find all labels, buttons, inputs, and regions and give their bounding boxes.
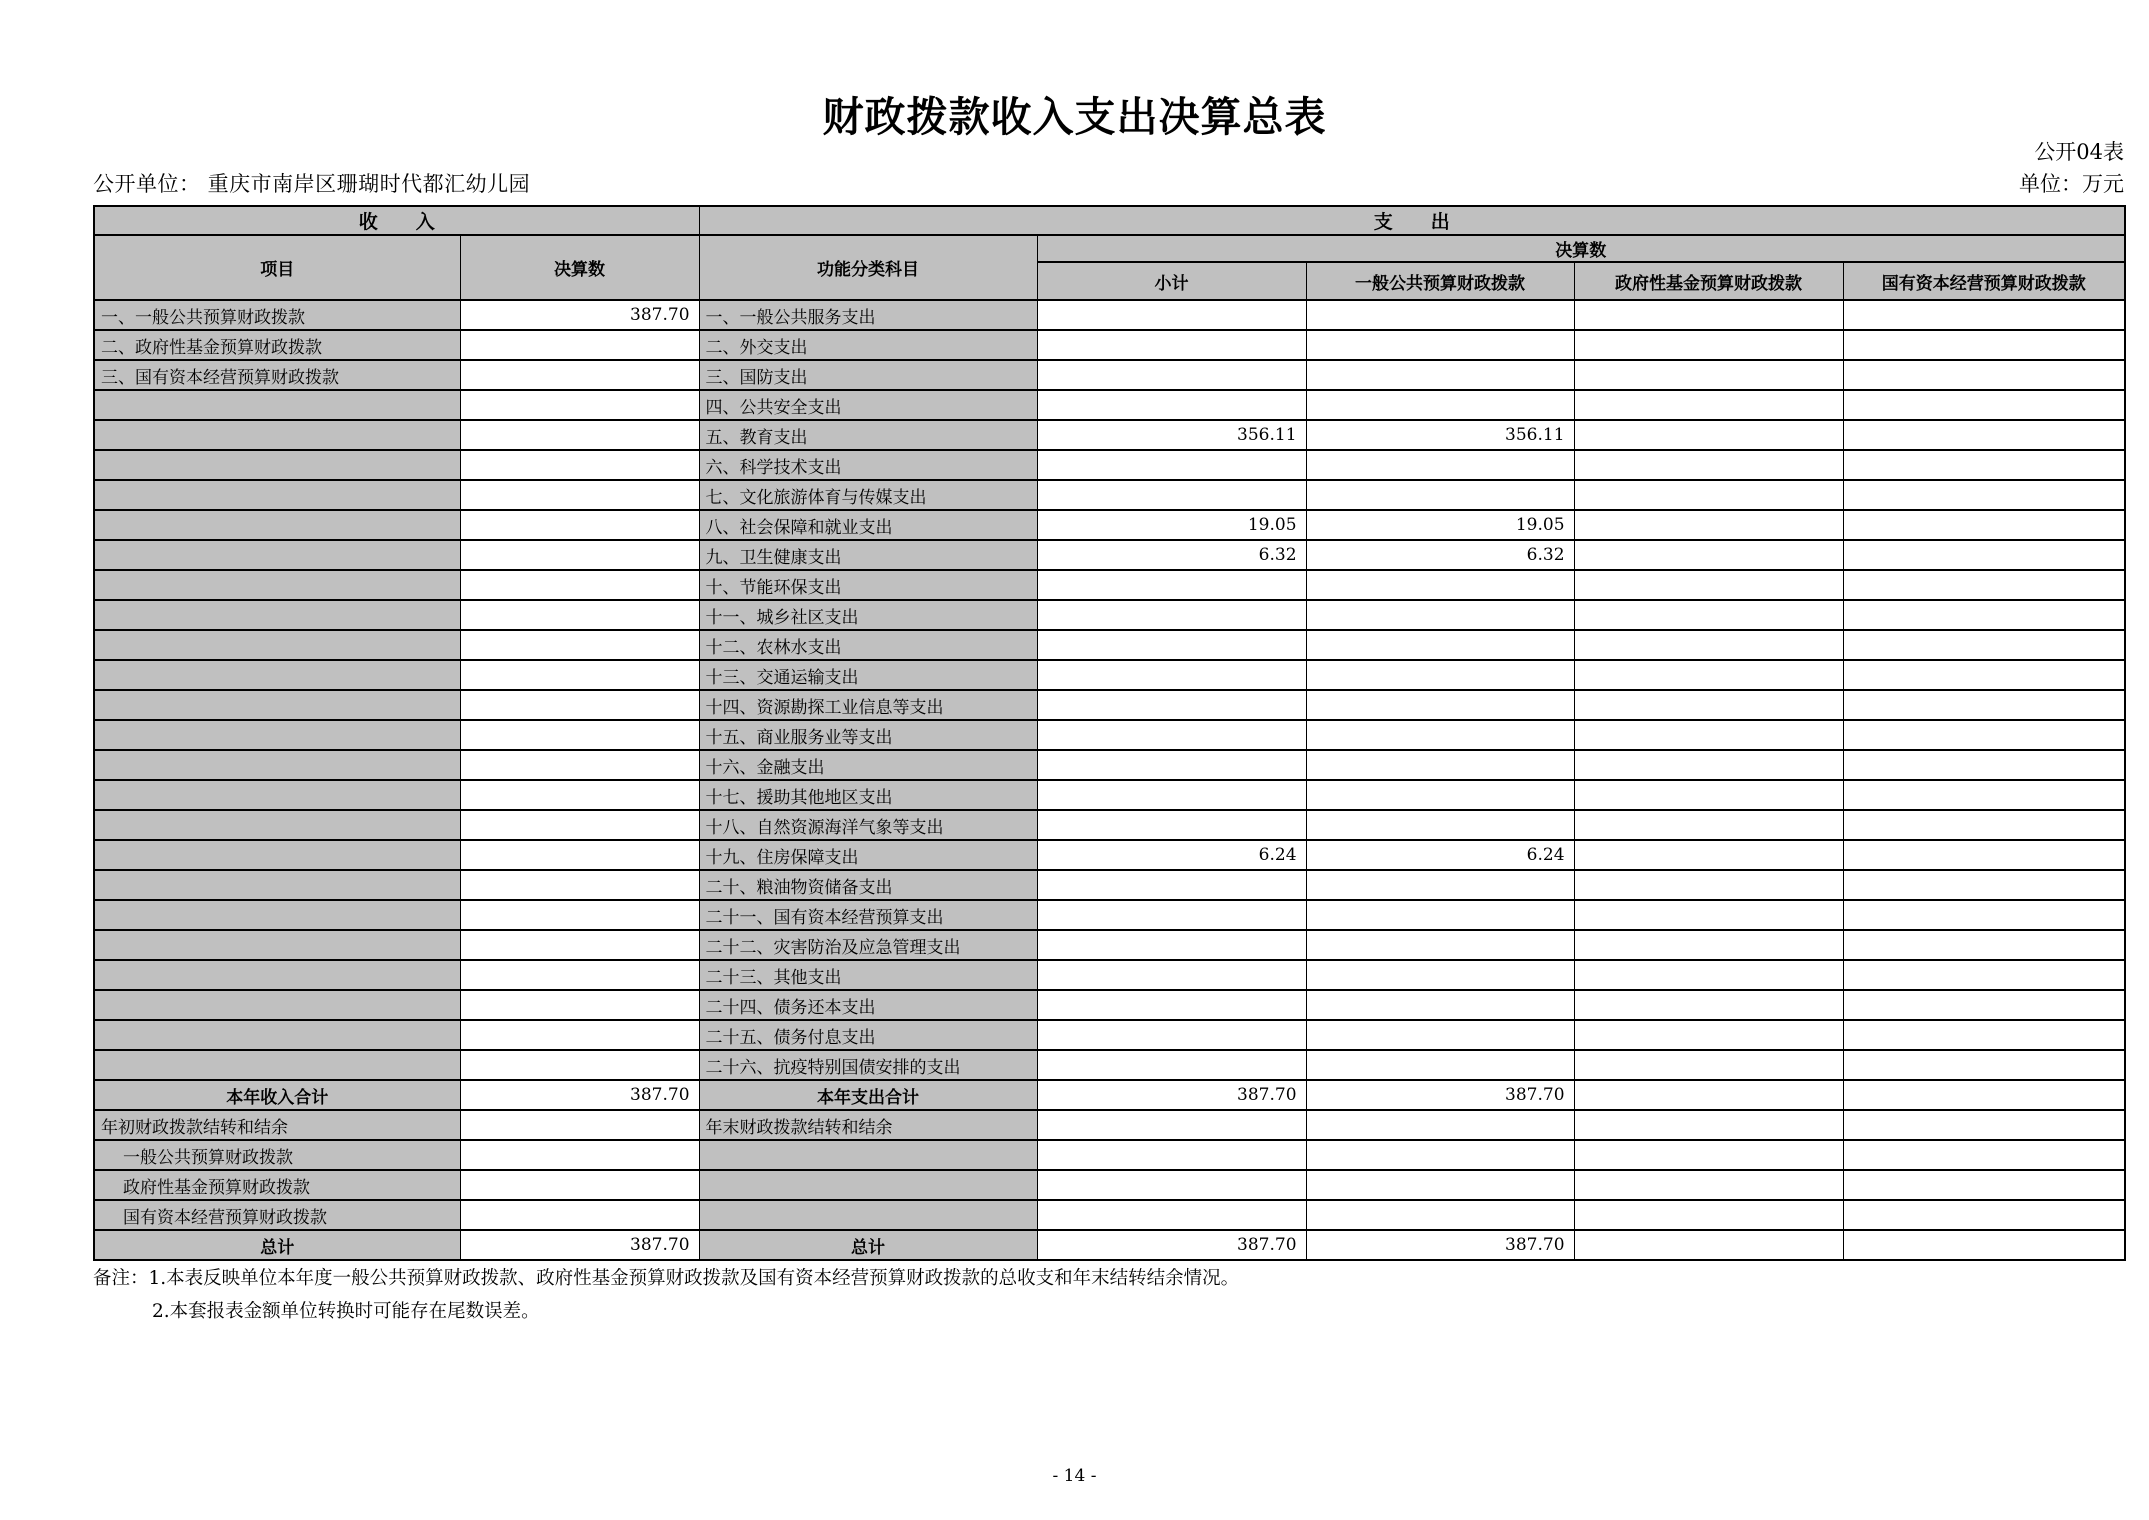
subtotal-value-cell	[1037, 1110, 1306, 1140]
expenditure-item-cell: 年末财政拨款结转和结余	[699, 1110, 1037, 1140]
income-value-cell	[460, 1140, 699, 1170]
expenditure-item-cell: 二十六、抗疫特别国债安排的支出	[699, 1050, 1037, 1080]
column-header-functional-category: 功能分类科目	[699, 235, 1037, 300]
table-row	[94, 1230, 2125, 1260]
general-budget-value-cell	[1306, 1200, 1574, 1230]
expenditure-item-cell: 十三、交通运输支出	[699, 660, 1037, 690]
income-value-cell	[460, 1200, 699, 1230]
general-budget-value-cell	[1306, 720, 1574, 750]
subtotal-value-cell	[1037, 480, 1306, 510]
state-capital-value-cell	[1843, 750, 2125, 780]
table-row	[94, 360, 2125, 390]
income-section-header: 收 入	[94, 206, 699, 235]
subtotal-value-cell	[1037, 960, 1306, 990]
table-row	[94, 990, 2125, 1020]
expenditure-item-cell: 二十五、债务付息支出	[699, 1020, 1037, 1050]
general-budget-value-cell	[1306, 750, 1574, 780]
general-budget-value-cell	[1306, 1140, 1574, 1170]
income-item-cell	[94, 900, 460, 930]
gov-fund-value-cell	[1574, 1020, 1843, 1050]
general-budget-value-cell	[1306, 300, 1574, 330]
table-row	[94, 840, 2125, 870]
subtotal-value-cell	[1037, 1200, 1306, 1230]
income-item-cell	[94, 870, 460, 900]
general-budget-value-cell	[1306, 390, 1574, 420]
table-row	[94, 1020, 2125, 1050]
subtotal-value-cell	[1037, 810, 1306, 840]
income-item-cell	[94, 960, 460, 990]
state-capital-value-cell	[1843, 630, 2125, 660]
general-budget-value-cell	[1306, 810, 1574, 840]
income-item-cell	[94, 1020, 460, 1050]
table-row	[94, 540, 2125, 570]
gov-fund-value-cell	[1574, 330, 1843, 360]
table-row	[94, 300, 2125, 330]
income-item-cell	[94, 450, 460, 480]
income-item-cell	[94, 750, 460, 780]
income-value-cell	[460, 1110, 699, 1140]
header-row-sections	[94, 206, 2125, 235]
gov-fund-value-cell	[1574, 960, 1843, 990]
form-number: 公开04表	[2034, 140, 2124, 164]
income-item-cell	[94, 600, 460, 630]
subtotal-value-cell	[1037, 1020, 1306, 1050]
gov-fund-value-cell	[1574, 1110, 1843, 1140]
state-capital-value-cell	[1843, 480, 2125, 510]
general-budget-value-cell	[1306, 960, 1574, 990]
income-value-cell: 387.70	[460, 1080, 699, 1110]
general-budget-value-cell	[1306, 1110, 1574, 1140]
column-header-general-budget: 一般公共预算财政拨款	[1306, 262, 1574, 300]
general-budget-value-cell	[1306, 1020, 1574, 1050]
subtotal-value-cell: 387.70	[1037, 1080, 1306, 1110]
footnotes	[93, 1262, 1239, 1328]
general-budget-value-cell	[1306, 990, 1574, 1020]
income-item-cell	[94, 930, 460, 960]
income-value-cell	[460, 720, 699, 750]
expenditure-item-cell: 总计	[699, 1230, 1037, 1260]
gov-fund-value-cell	[1574, 930, 1843, 960]
subtotal-value-cell	[1037, 600, 1306, 630]
column-header-item: 项目	[94, 235, 460, 300]
state-capital-value-cell	[1843, 600, 2125, 630]
state-capital-value-cell	[1843, 1140, 2125, 1170]
expenditure-item-cell	[699, 1140, 1037, 1170]
income-item-cell	[94, 420, 460, 450]
publishing-unit: 公开单位： 重庆市南岸区珊瑚时代都汇幼儿园	[93, 172, 531, 196]
income-item-cell	[94, 780, 460, 810]
expenditure-item-cell: 二十二、灾害防治及应急管理支出	[699, 930, 1037, 960]
subtotal-value-cell	[1037, 1140, 1306, 1170]
gov-fund-value-cell	[1574, 360, 1843, 390]
state-capital-value-cell	[1843, 1050, 2125, 1080]
general-budget-value-cell: 356.11	[1306, 420, 1574, 450]
gov-fund-value-cell	[1574, 570, 1843, 600]
income-item-cell: 总计	[94, 1230, 460, 1260]
general-budget-value-cell	[1306, 870, 1574, 900]
table-row	[94, 330, 2125, 360]
general-budget-value-cell: 387.70	[1306, 1230, 1574, 1260]
general-budget-value-cell: 6.24	[1306, 840, 1574, 870]
general-budget-value-cell: 6.32	[1306, 540, 1574, 570]
income-item-cell	[94, 690, 460, 720]
table-row	[94, 510, 2125, 540]
income-item-cell	[94, 1050, 460, 1080]
state-capital-value-cell	[1843, 870, 2125, 900]
table-row	[94, 900, 2125, 930]
expenditure-item-cell: 八、社会保障和就业支出	[699, 510, 1037, 540]
footnote-1: 备注：1.本表反映单位本年度一般公共预算财政拨款、政府性基金预算财政拨款及国有资本经营预算财政拨款的总收支和年末结转结余情况。	[93, 1268, 1240, 1289]
gov-fund-value-cell	[1574, 720, 1843, 750]
table-row	[94, 780, 2125, 810]
table-row	[94, 690, 2125, 720]
state-capital-value-cell	[1843, 660, 2125, 690]
table-row	[94, 660, 2125, 690]
general-budget-value-cell	[1306, 1050, 1574, 1080]
gov-fund-value-cell	[1574, 810, 1843, 840]
column-header-final-accounts: 决算数	[460, 235, 699, 300]
page-number: - 14 -	[1052, 1466, 1097, 1486]
expenditure-item-cell	[699, 1170, 1037, 1200]
expenditure-item-cell: 五、教育支出	[699, 420, 1037, 450]
income-item-cell: 政府性基金预算财政拨款	[94, 1170, 460, 1200]
fiscal-appropriation-table	[93, 205, 2126, 1261]
state-capital-value-cell	[1843, 360, 2125, 390]
table-row	[94, 1080, 2125, 1110]
expenditure-item-cell: 九、卫生健康支出	[699, 540, 1037, 570]
table-row	[94, 420, 2125, 450]
expenditure-item-cell: 三、国防支出	[699, 360, 1037, 390]
expenditure-item-cell: 二十三、其他支出	[699, 960, 1037, 990]
table-row	[94, 870, 2125, 900]
table-row	[94, 450, 2125, 480]
subtotal-value-cell: 6.24	[1037, 840, 1306, 870]
gov-fund-value-cell	[1574, 750, 1843, 780]
expenditure-item-cell: 二十、粮油物资储备支出	[699, 870, 1037, 900]
expenditure-item-cell: 本年支出合计	[699, 1080, 1037, 1110]
income-item-cell	[94, 390, 460, 420]
general-budget-value-cell	[1306, 480, 1574, 510]
state-capital-value-cell	[1843, 390, 2125, 420]
state-capital-value-cell	[1843, 510, 2125, 540]
income-item-cell	[94, 480, 460, 510]
expenditure-item-cell: 二、外交支出	[699, 330, 1037, 360]
income-item-cell: 三、国有资本经营预算财政拨款	[94, 360, 460, 390]
subtotal-value-cell	[1037, 330, 1306, 360]
table-row	[94, 390, 2125, 420]
table-row	[94, 630, 2125, 660]
income-item-cell: 一般公共预算财政拨款	[94, 1140, 460, 1170]
gov-fund-value-cell	[1574, 690, 1843, 720]
income-value-cell	[460, 660, 699, 690]
general-budget-value-cell	[1306, 930, 1574, 960]
gov-fund-value-cell	[1574, 900, 1843, 930]
subtotal-value-cell	[1037, 360, 1306, 390]
income-value-cell	[460, 870, 699, 900]
subtotal-value-cell	[1037, 660, 1306, 690]
gov-fund-value-cell	[1574, 1230, 1843, 1260]
subtotal-value-cell	[1037, 900, 1306, 930]
state-capital-value-cell	[1843, 990, 2125, 1020]
column-header-final-accounts-expenditure: 决算数	[1037, 235, 2125, 262]
subtotal-value-cell	[1037, 300, 1306, 330]
table-row	[94, 1200, 2125, 1230]
income-value-cell	[460, 810, 699, 840]
table-row	[94, 750, 2125, 780]
state-capital-value-cell	[1843, 720, 2125, 750]
general-budget-value-cell	[1306, 660, 1574, 690]
income-item-cell	[94, 660, 460, 690]
subtotal-value-cell: 356.11	[1037, 420, 1306, 450]
gov-fund-value-cell	[1574, 840, 1843, 870]
gov-fund-value-cell	[1574, 600, 1843, 630]
table-row	[94, 720, 2125, 750]
general-budget-value-cell	[1306, 600, 1574, 630]
expenditure-item-cell: 十七、援助其他地区支出	[699, 780, 1037, 810]
gov-fund-value-cell	[1574, 540, 1843, 570]
footnote-2: 2.本套报表金额单位转换时可能存在尾数误差。	[152, 1301, 540, 1322]
expenditure-item-cell: 七、文化旅游体育与传媒支出	[699, 480, 1037, 510]
general-budget-value-cell	[1306, 690, 1574, 720]
expenditure-item-cell: 四、公共安全支出	[699, 390, 1037, 420]
state-capital-value-cell	[1843, 540, 2125, 570]
gov-fund-value-cell	[1574, 480, 1843, 510]
income-value-cell	[460, 1170, 699, 1200]
gov-fund-value-cell	[1574, 1140, 1843, 1170]
unit-of-measure: 单位：万元	[2019, 172, 2124, 196]
income-value-cell	[460, 600, 699, 630]
income-value-cell	[460, 510, 699, 540]
general-budget-value-cell	[1306, 900, 1574, 930]
table-row	[94, 960, 2125, 990]
income-value-cell	[460, 750, 699, 780]
subtotal-value-cell	[1037, 780, 1306, 810]
state-capital-value-cell	[1843, 1080, 2125, 1110]
state-capital-value-cell	[1843, 300, 2125, 330]
income-item-cell	[94, 540, 460, 570]
income-item-cell: 一、一般公共预算财政拨款	[94, 300, 460, 330]
subtotal-value-cell	[1037, 450, 1306, 480]
expenditure-item-cell: 十八、自然资源海洋气象等支出	[699, 810, 1037, 840]
income-item-cell: 年初财政拨款结转和结余	[94, 1110, 460, 1140]
income-value-cell	[460, 420, 699, 450]
income-item-cell: 二、政府性基金预算财政拨款	[94, 330, 460, 360]
subtotal-value-cell	[1037, 1050, 1306, 1080]
state-capital-value-cell	[1843, 420, 2125, 450]
gov-fund-value-cell	[1574, 450, 1843, 480]
meta-line	[93, 168, 2124, 198]
expenditure-item-cell	[699, 1200, 1037, 1230]
expenditure-item-cell: 六、科学技术支出	[699, 450, 1037, 480]
gov-fund-value-cell	[1574, 390, 1843, 420]
state-capital-value-cell	[1843, 450, 2125, 480]
income-value-cell: 387.70	[460, 300, 699, 330]
state-capital-value-cell	[1843, 1110, 2125, 1140]
subtotal-value-cell	[1037, 750, 1306, 780]
state-capital-value-cell	[1843, 1170, 2125, 1200]
income-item-cell	[94, 510, 460, 540]
column-header-state-capital-budget: 国有资本经营预算财政拨款	[1843, 262, 2125, 300]
income-value-cell	[460, 480, 699, 510]
income-value-cell	[460, 450, 699, 480]
income-value-cell	[460, 630, 699, 660]
table-row	[94, 810, 2125, 840]
gov-fund-value-cell	[1574, 780, 1843, 810]
header-row-groups	[94, 235, 2125, 262]
general-budget-value-cell	[1306, 780, 1574, 810]
gov-fund-value-cell	[1574, 1200, 1843, 1230]
income-item-cell	[94, 720, 460, 750]
expenditure-item-cell: 十一、城乡社区支出	[699, 600, 1037, 630]
general-budget-value-cell: 19.05	[1306, 510, 1574, 540]
column-header-subtotal: 小计	[1037, 262, 1306, 300]
gov-fund-value-cell	[1574, 510, 1843, 540]
expenditure-item-cell: 二十一、国有资本经营预算支出	[699, 900, 1037, 930]
expenditure-item-cell: 十九、住房保障支出	[699, 840, 1037, 870]
subtotal-value-cell	[1037, 870, 1306, 900]
gov-fund-value-cell	[1574, 1170, 1843, 1200]
income-item-cell	[94, 630, 460, 660]
gov-fund-value-cell	[1574, 1050, 1843, 1080]
income-item-cell: 本年收入合计	[94, 1080, 460, 1110]
income-value-cell: 387.70	[460, 1230, 699, 1260]
general-budget-value-cell: 387.70	[1306, 1080, 1574, 1110]
expenditure-item-cell: 二十四、债务还本支出	[699, 990, 1037, 1020]
general-budget-value-cell	[1306, 1170, 1574, 1200]
general-budget-value-cell	[1306, 630, 1574, 660]
income-value-cell	[460, 900, 699, 930]
subtotal-value-cell	[1037, 1170, 1306, 1200]
column-header-gov-fund-budget: 政府性基金预算财政拨款	[1574, 262, 1843, 300]
table-row	[94, 930, 2125, 960]
gov-fund-value-cell	[1574, 630, 1843, 660]
gov-fund-value-cell	[1574, 300, 1843, 330]
income-value-cell	[460, 390, 699, 420]
state-capital-value-cell	[1843, 1200, 2125, 1230]
expenditure-item-cell: 十六、金融支出	[699, 750, 1037, 780]
subtotal-value-cell	[1037, 570, 1306, 600]
state-capital-value-cell	[1843, 690, 2125, 720]
general-budget-value-cell	[1306, 570, 1574, 600]
table-row	[94, 1110, 2125, 1140]
subtotal-value-cell	[1037, 930, 1306, 960]
state-capital-value-cell	[1843, 1020, 2125, 1050]
subtotal-value-cell	[1037, 690, 1306, 720]
income-value-cell	[460, 540, 699, 570]
table-row	[94, 1140, 2125, 1170]
income-item-cell: 国有资本经营预算财政拨款	[94, 1200, 460, 1230]
expenditure-section-header: 支 出	[699, 206, 2125, 235]
gov-fund-value-cell	[1574, 420, 1843, 450]
income-value-cell	[460, 360, 699, 390]
subtotal-value-cell	[1037, 720, 1306, 750]
subtotal-value-cell: 387.70	[1037, 1230, 1306, 1260]
income-value-cell	[460, 570, 699, 600]
state-capital-value-cell	[1843, 930, 2125, 960]
expenditure-item-cell: 十五、商业服务业等支出	[699, 720, 1037, 750]
state-capital-value-cell	[1843, 780, 2125, 810]
income-value-cell	[460, 930, 699, 960]
gov-fund-value-cell	[1574, 870, 1843, 900]
gov-fund-value-cell	[1574, 990, 1843, 1020]
income-item-cell	[94, 990, 460, 1020]
table-row	[94, 570, 2125, 600]
gov-fund-value-cell	[1574, 1080, 1843, 1110]
gov-fund-value-cell	[1574, 660, 1843, 690]
state-capital-value-cell	[1843, 570, 2125, 600]
income-value-cell	[460, 330, 699, 360]
state-capital-value-cell	[1843, 810, 2125, 840]
table-row	[94, 1170, 2125, 1200]
income-value-cell	[460, 780, 699, 810]
expenditure-item-cell: 十四、资源勘探工业信息等支出	[699, 690, 1037, 720]
income-item-cell	[94, 810, 460, 840]
table-row	[94, 1050, 2125, 1080]
subtotal-value-cell: 6.32	[1037, 540, 1306, 570]
state-capital-value-cell	[1843, 1230, 2125, 1260]
subtotal-value-cell: 19.05	[1037, 510, 1306, 540]
income-value-cell	[460, 1020, 699, 1050]
income-value-cell	[460, 990, 699, 1020]
general-budget-value-cell	[1306, 330, 1574, 360]
general-budget-value-cell	[1306, 450, 1574, 480]
expenditure-item-cell: 十二、农林水支出	[699, 630, 1037, 660]
income-value-cell	[460, 690, 699, 720]
expenditure-item-cell: 十、节能环保支出	[699, 570, 1037, 600]
subtotal-value-cell	[1037, 390, 1306, 420]
state-capital-value-cell	[1843, 900, 2125, 930]
state-capital-value-cell	[1843, 840, 2125, 870]
income-value-cell	[460, 1050, 699, 1080]
table-row	[94, 600, 2125, 630]
expenditure-item-cell: 一、一般公共服务支出	[699, 300, 1037, 330]
income-value-cell	[460, 960, 699, 990]
income-item-cell	[94, 840, 460, 870]
general-budget-value-cell	[1306, 360, 1574, 390]
income-value-cell	[460, 840, 699, 870]
table-row	[94, 480, 2125, 510]
subtotal-value-cell	[1037, 630, 1306, 660]
page-title: 财政拨款收入支出决算总表	[822, 93, 1327, 141]
state-capital-value-cell	[1843, 960, 2125, 990]
state-capital-value-cell	[1843, 330, 2125, 360]
income-item-cell	[94, 570, 460, 600]
subtotal-value-cell	[1037, 990, 1306, 1020]
